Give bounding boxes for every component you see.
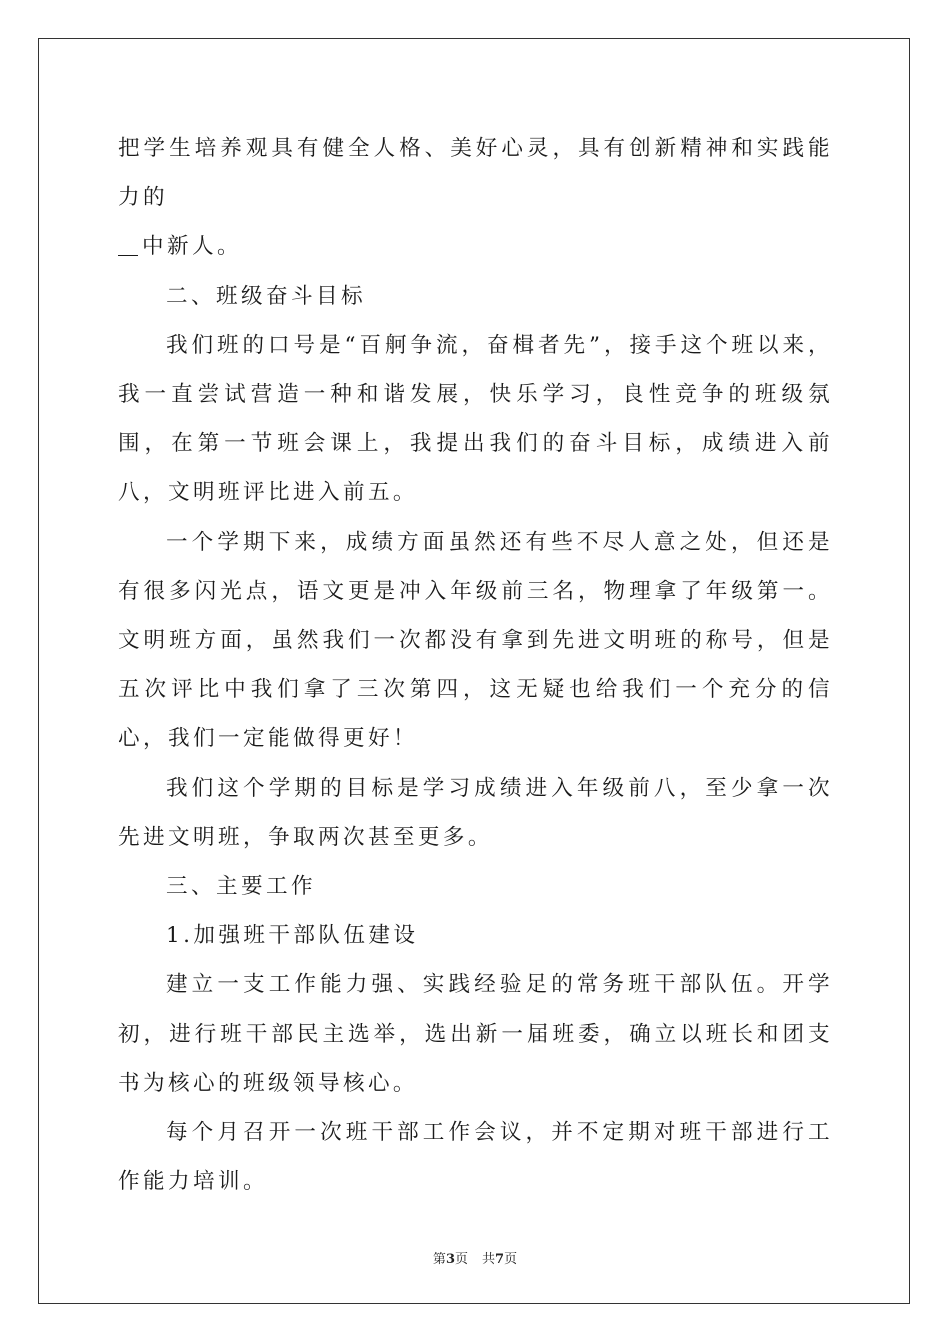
paragraph xyxy=(118,222,833,271)
section-heading: 三、主要工作 xyxy=(166,874,316,900)
page-number: 第3页 xyxy=(432,1252,468,1267)
paragraph: 建立一支工作能力强、实践经验足的常务班干部队伍。开学初，进行班干部民主选举，选出新一届班委，确立以班长和团支书为核心的班级领导核心。 xyxy=(118,972,833,1096)
paragraph: 每个月召开一次班干部工作会议，并不定期对班干部进行工作能力培训。 xyxy=(118,1120,833,1195)
paragraph: 一个学期下来，成绩方面虽然还有些不尽人意之处，但还是有很多闪光点，语文更是冲入年级前三名，物理拿了年级第一。文明班方面，虽然我们一次都没有拿到先进文明班的称号，但是五次评比中我们拿了三次第四，这无疑也给我们一个充分的信心，我们一定能做得更好！ xyxy=(118,529,833,752)
page-total: 共7页 xyxy=(482,1252,518,1267)
paragraph-text: 中新人。 xyxy=(142,234,242,260)
paragraph: 把学生培养观具有健全人格、美好心灵，具有创新精神和实践能力的 xyxy=(118,136,833,211)
blank-underline xyxy=(118,231,138,256)
subsection-heading: 1.加强班干部队伍建设 xyxy=(166,923,419,949)
document-body xyxy=(118,124,833,1206)
paragraph: 我们这个学期的目标是学习成绩进入年级前八，至少拿一次先进文明班，争取两次甚至更多。 xyxy=(118,775,833,850)
page-footer xyxy=(0,1248,950,1267)
paragraph: 我们班的口号是“百舸争流，奋楫者先”，接手这个班以来，我一直尝试营造一种和谐发展，快乐学习，良性竞争的班级氛围，在第一节班会课上，我提出我们的奋斗目标，成绩进入前八，文明班评比进入前五。 xyxy=(118,332,833,506)
section-heading: 二、班级奋斗目标 xyxy=(166,283,366,309)
